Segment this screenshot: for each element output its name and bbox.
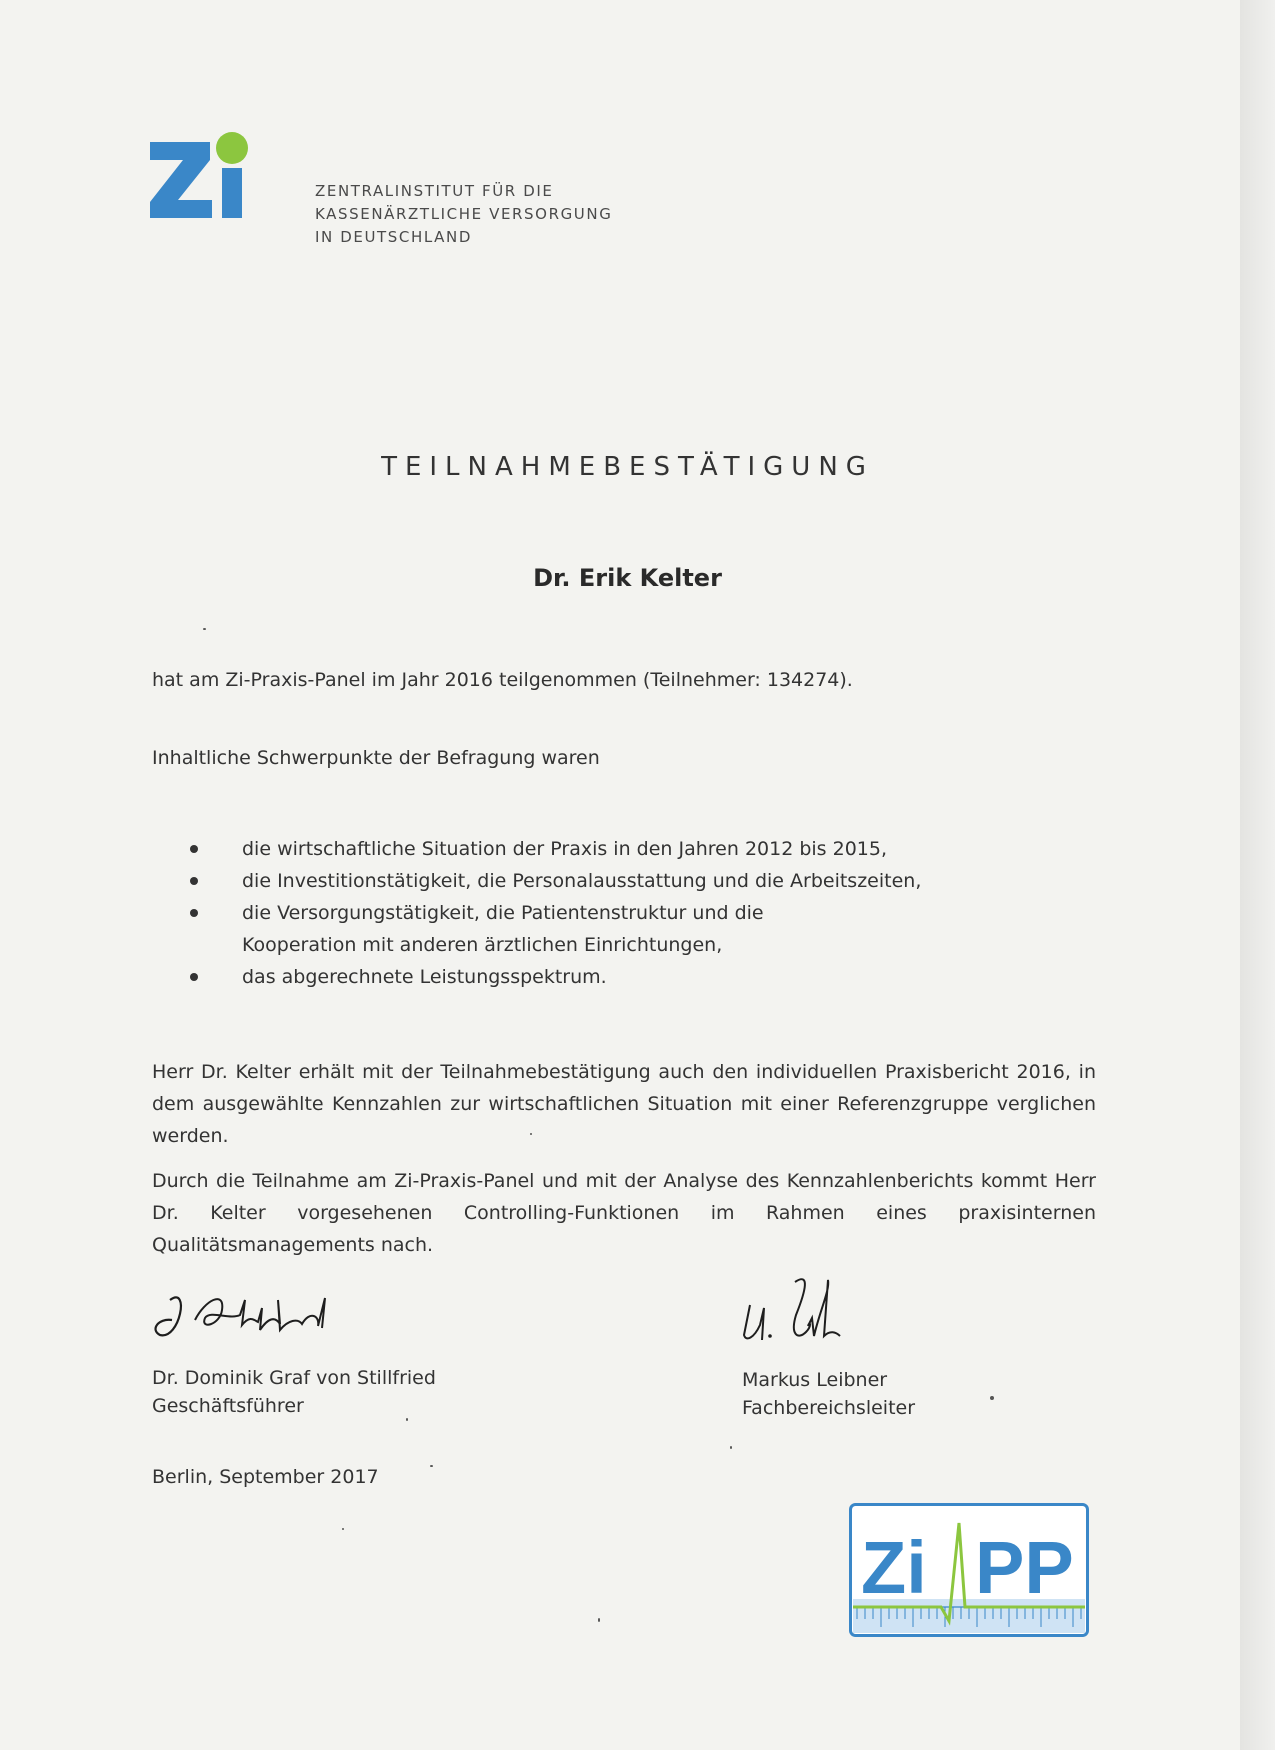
list-item [190, 833, 950, 865]
signatory-name: Markus Leibner [742, 1369, 888, 1391]
zi-logo [150, 132, 298, 248]
signature-leibner [740, 1270, 870, 1350]
zipp-logo [849, 1503, 1089, 1637]
topic-text: das abgerechnete Leistungsspektrum. [242, 966, 607, 988]
document-title: TEILNAHMEBESTÄTIGUNG [381, 452, 874, 482]
scan-speck [342, 1528, 344, 1530]
scan-speck [530, 1133, 532, 1135]
topic-text: die wirtschaftliche Situation der Praxis in den Jahren 2012 bis 2015, [242, 838, 888, 860]
topic-text: die Versorgungstätigkeit, die Patientenstruktur und die Kooperation mit anderen ärztlichen Einrichtungen, [242, 902, 764, 956]
recipient-name: Dr. Erik Kelter [533, 564, 722, 592]
bullet-icon [190, 877, 198, 885]
controlling-paragraph: Durch die Teilnahme am Zi-Praxis-Panel und mit der Analyse des Kennzahlenberichts kommt Herr Dr. Kelter vorgesehenen Controlling-Funktionen im Rahmen eines praxisinternen Qualitätsmanagements nach. [152, 1170, 1096, 1256]
signatory-role: Geschäftsführer [152, 1395, 304, 1417]
report-paragraph: Herr Dr. Kelter erhält mit der Teilnahmebestätigung auch den individuellen Praxisbericht 2016, in dem ausgewählte Kennzahlen zur wirtschaftlichen Situation mit einer Referenzgruppe verglichen werden. [152, 1061, 1096, 1147]
signatory-right [742, 1366, 915, 1422]
bullet-icon [190, 973, 198, 981]
scan-speck [203, 628, 206, 630]
list-item [190, 865, 950, 897]
org-line: IN DEUTSCHLAND [315, 228, 472, 246]
list-item [190, 961, 950, 993]
organization-name [315, 180, 612, 249]
topics-list [190, 833, 950, 993]
signatory-left [152, 1364, 436, 1420]
zipp-logo-left-text: Zi [861, 1526, 927, 1609]
bullet-icon [190, 845, 198, 853]
scan-speck [406, 1418, 408, 1421]
scan-speck [430, 1465, 433, 1467]
place-date: Berlin, September 2017 [152, 1466, 379, 1488]
signatory-name: Dr. Dominik Graf von Stillfried [152, 1367, 436, 1389]
signatory-role: Fachbereichsleiter [742, 1397, 916, 1419]
topics-intro: Inhaltliche Schwerpunkte der Befragung waren [152, 747, 600, 769]
org-line: KASSENÄRZTLICHE VERSORGUNG [315, 205, 613, 223]
topic-text: die Investitionstätigkeit, die Personalausstattung und die Arbeitszeiten, [242, 870, 922, 892]
participation-statement: hat am Zi-Praxis-Panel im Jahr 2016 teilgenommen (Teilnehmer: 134274). [152, 669, 853, 691]
paper-edge [1240, 0, 1275, 1750]
signature-stillfried [150, 1280, 370, 1350]
zipp-logo-right-text: PP [975, 1526, 1074, 1609]
org-line: ZENTRALINSTITUT FÜR DIE [315, 182, 554, 200]
bullet-icon [190, 909, 198, 917]
scan-speck [730, 1446, 732, 1449]
scan-speck [598, 1618, 600, 1622]
list-item [190, 897, 862, 961]
scan-speck [990, 1396, 994, 1400]
